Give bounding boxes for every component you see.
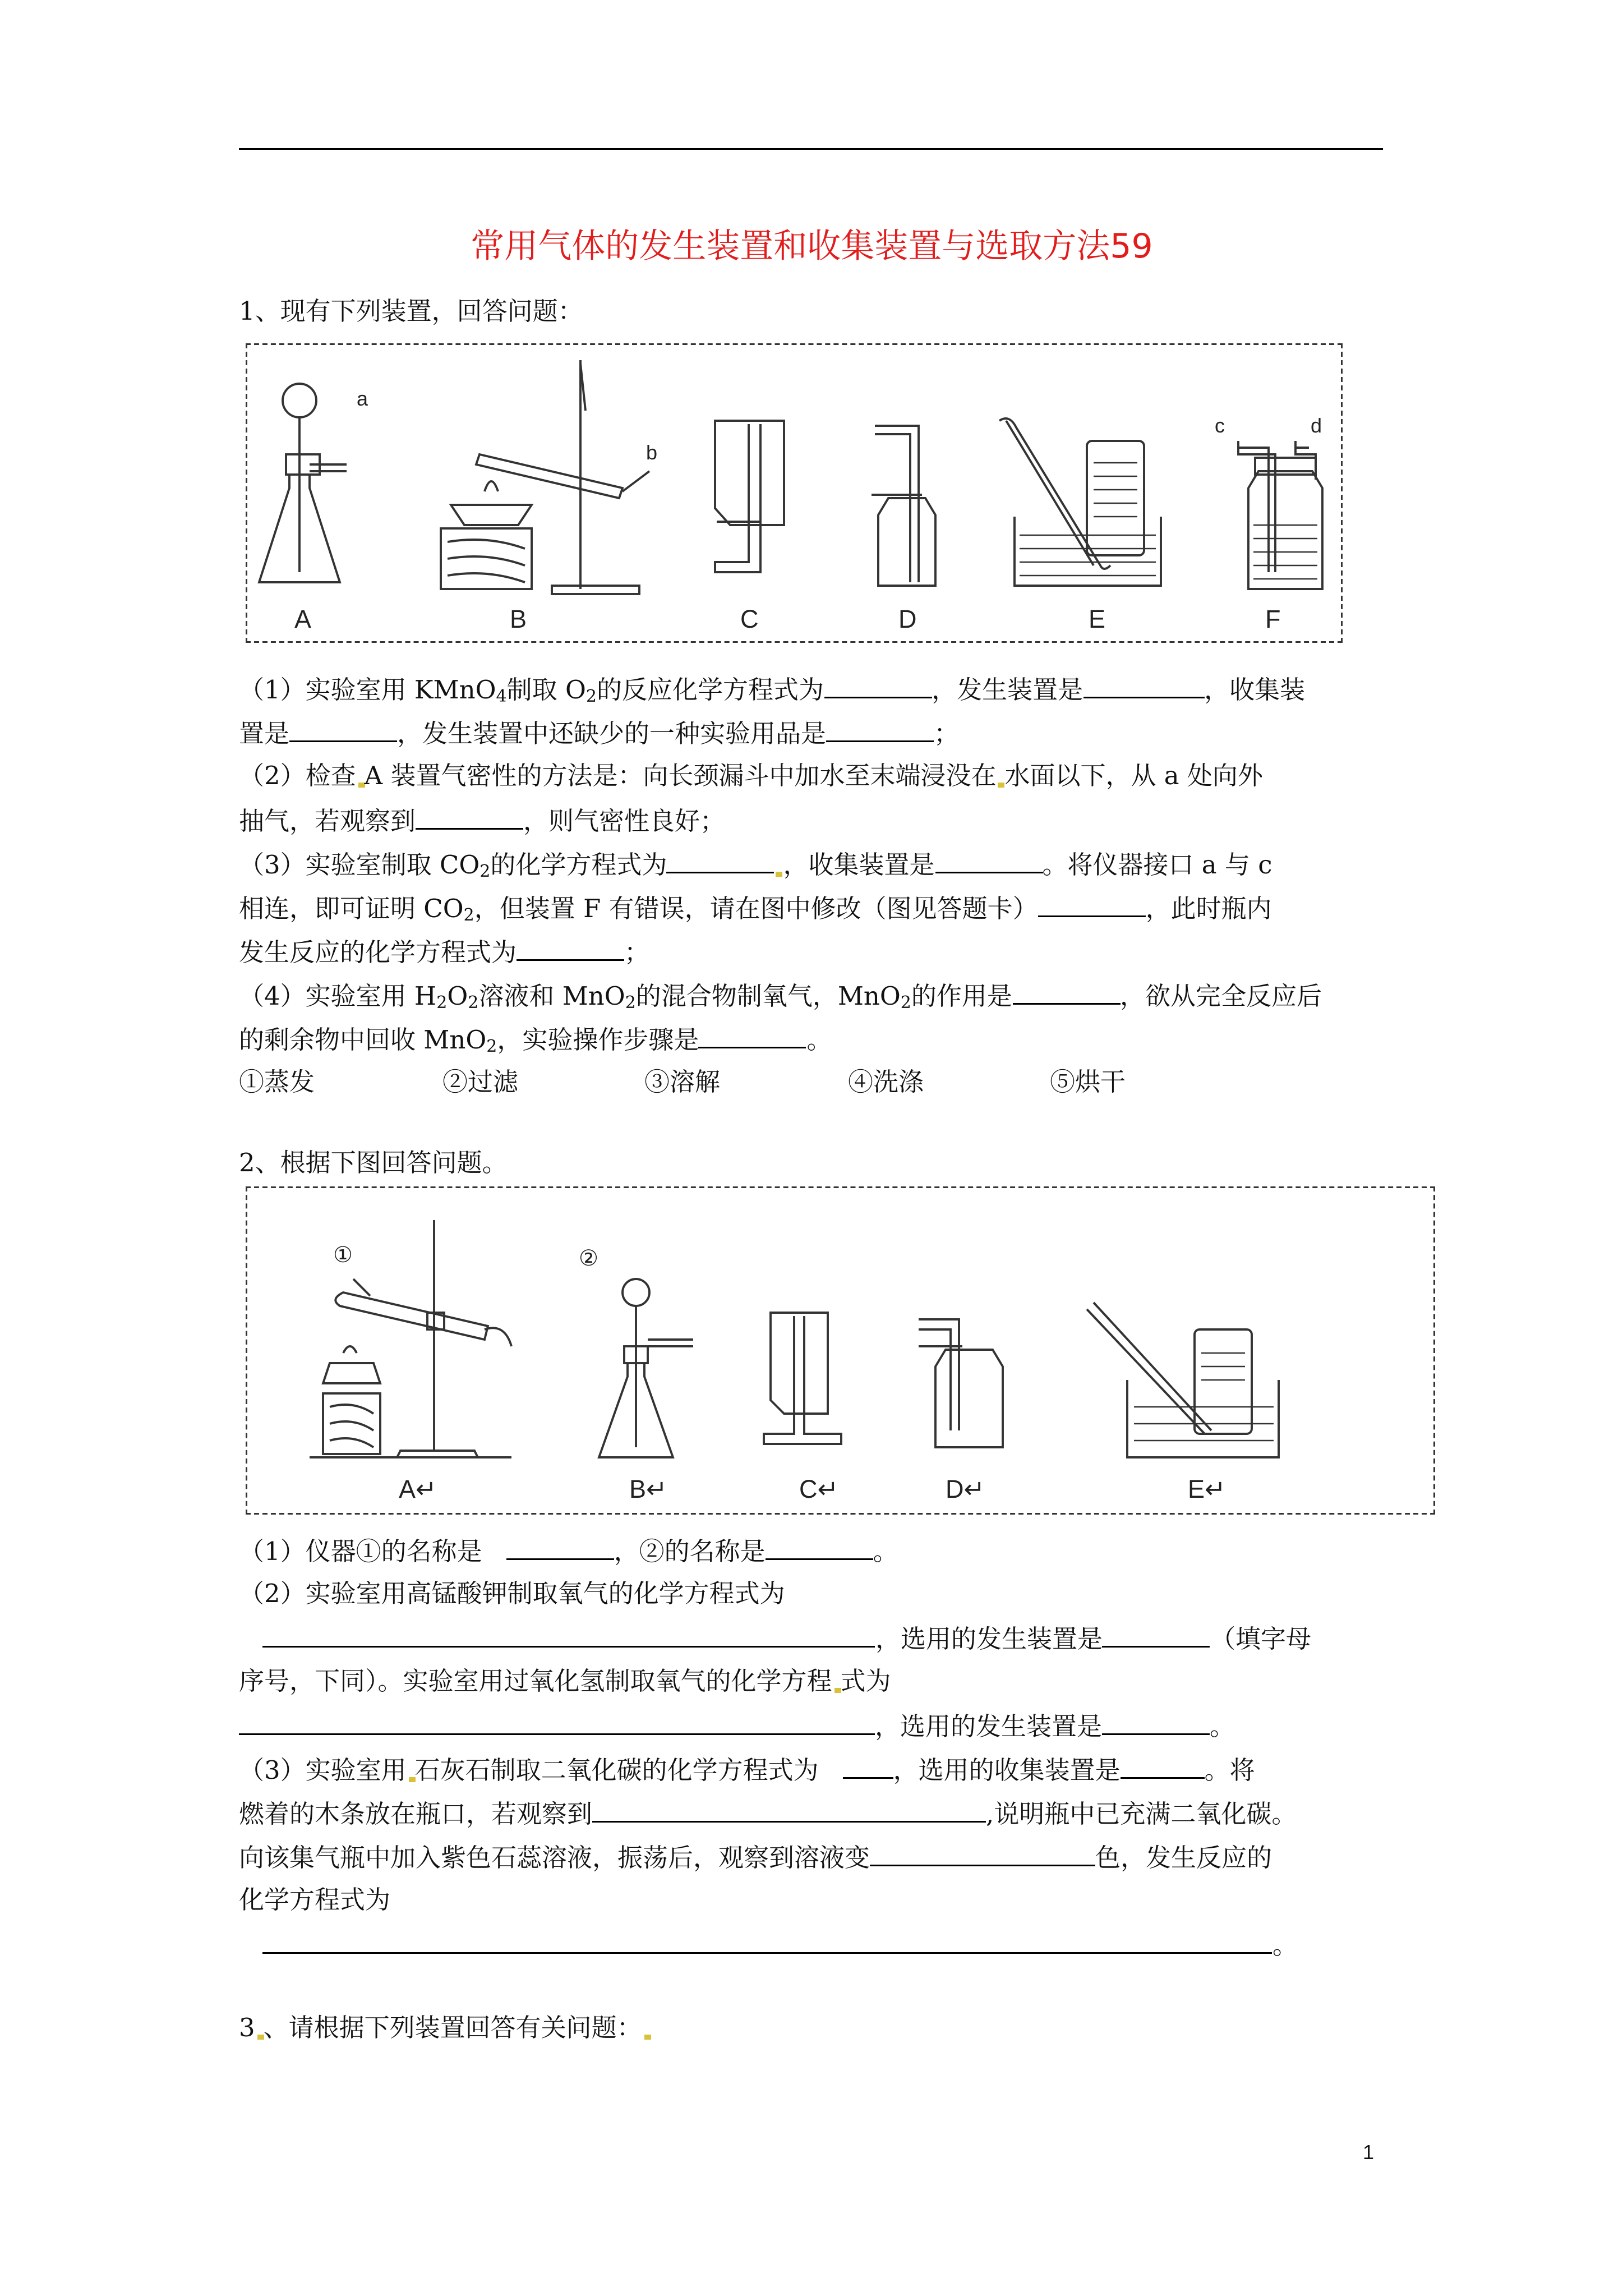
q2-marker-1: ① [333, 1242, 353, 1267]
q2-part2-line2: ，选用的发生装置是 （填字母 [239, 1622, 1311, 1654]
q1-port-d: d [1311, 414, 1322, 438]
q2-part2-line3: 序号，下同）。实验室用过氧化氢制取氧气的化学方程 式为 [239, 1666, 891, 1696]
page-number: 1 [1363, 2141, 1375, 2164]
q2-part3-line2: 燃着的木条放在瓶口，若观察到 ,说明瓶中已充满二氧化碳。 [239, 1797, 1297, 1829]
q1-label-b: B [510, 606, 527, 634]
q2-label-a: A↵ [399, 1476, 437, 1504]
q1-label-f: F [1265, 606, 1281, 634]
q1-label-c: C [740, 606, 759, 634]
q1-stem: 1、现有下列装置，回答问题： [239, 296, 583, 326]
q1-label-a: A [294, 606, 312, 634]
q2-device-e-trough [1087, 1303, 1279, 1457]
q2-part2-line4: ，选用的发生装置是 。 [239, 1710, 1235, 1742]
q2-device-b-flask [599, 1279, 693, 1457]
q1-part1-line2: 置是 ，发生装置中还缺少的一种实验用品是 ； [239, 717, 959, 749]
q2-part2-line1: （2）实验室用高锰酸钾制取氧气的化学方程式为 [239, 1579, 785, 1609]
answer-blank[interactable] [843, 1754, 893, 1779]
q2-part3-line3: 向该集气瓶中加入紫色石蕊溶液，振荡后，观察到溶液变 色，发生反应的 [239, 1841, 1272, 1873]
q1-part3-line3: 发生反应的化学方程式为 ； [239, 936, 649, 968]
answer-blank[interactable] [1121, 1754, 1205, 1779]
q1-option-1: ①蒸发 [239, 1067, 315, 1097]
q1-part2-line1: （2）检查 A 装置气密性的方法是：向长颈漏斗中加水至末端浸没在 水面以下，从 a 处向外 [239, 761, 1263, 791]
answer-blank[interactable] [239, 1710, 875, 1735]
q1-part2-line2: 抽气，若观察到 ，则气密性良好； [239, 804, 725, 836]
q2-label-c: C↵ [799, 1476, 839, 1504]
q1-port-a: a [357, 387, 368, 411]
q2-device-c-bottle [764, 1313, 841, 1444]
answer-blank[interactable] [506, 1535, 614, 1560]
q1-option-4: ④洗涤 [848, 1067, 924, 1097]
q1-option-3: ③溶解 [644, 1067, 721, 1097]
q1-part4-line1: （4）实验室用 $H_2O_2$溶液和 MnO$_2$的混合物制氧气，MnO$_2$的作用是 ，欲从完全反应后 [239, 979, 1322, 1011]
q2-label-d: D↵ [946, 1476, 985, 1504]
q1-part4-line2: 的剩余物中回收 MnO$_2$，实验操作步骤是 。 [239, 1023, 832, 1055]
q1-label-e: E [1089, 606, 1106, 634]
q2-part3-line1: （3）实验室用 石灰石制取二氧化碳的化学方程式为 ，选用的收集装置是 。将 [239, 1754, 1255, 1786]
answer-blank[interactable] [1102, 1710, 1210, 1735]
q2-part3-line4: 化学方程式为 [239, 1885, 391, 1915]
answer-blank[interactable] [263, 1622, 875, 1648]
q2-device-d-bottle [919, 1319, 1003, 1447]
q2-marker-2: ② [579, 1245, 598, 1271]
q3-stem: 3 、请根据下列装置回答有关问题： [239, 2013, 651, 2043]
q2-stem: 2、根据下图回答问题。 [239, 1148, 508, 1178]
q1-part3-line1: （3）实验室制取 $CO_2$的化学方程式为 ，收集装置是 。将仪器接口 a 与 c [239, 848, 1272, 880]
answer-blank[interactable] [592, 1797, 986, 1823]
answer-blank[interactable] [870, 1841, 1095, 1866]
q1-part1-line1: （1）实验室用 KMnO$_4$制取 $O_2$的反应化学方程式为 ，发生装置是 ，收集装 [239, 673, 1305, 705]
q2-label-e: E↵ [1188, 1476, 1226, 1504]
q1-part3-line2: 相连，即可证明 $CO_2$，但装置 F 有错误，请在图中修改（图见答题卡） ，此时瓶内 [239, 892, 1272, 924]
q1-port-c: c [1215, 414, 1225, 438]
q2-part1: （1）仪器①的名称是 ，②的名称是 。 [239, 1535, 898, 1567]
answer-blank[interactable] [766, 1535, 873, 1560]
q1-option-2: ②过滤 [442, 1067, 519, 1097]
q2-label-b: B↵ [629, 1476, 667, 1504]
q2-part3-line5: 。 [239, 1929, 1298, 1961]
q1-option-5: ⑤烘干 [1050, 1067, 1126, 1097]
q1-label-d: D [898, 606, 917, 634]
page-title: 常用气体的发生装置和收集装置与选取方法59 [471, 226, 1153, 266]
q1-port-b: b [646, 441, 658, 464]
answer-blank[interactable] [263, 1929, 1272, 1954]
answer-blank[interactable] [1103, 1622, 1210, 1648]
